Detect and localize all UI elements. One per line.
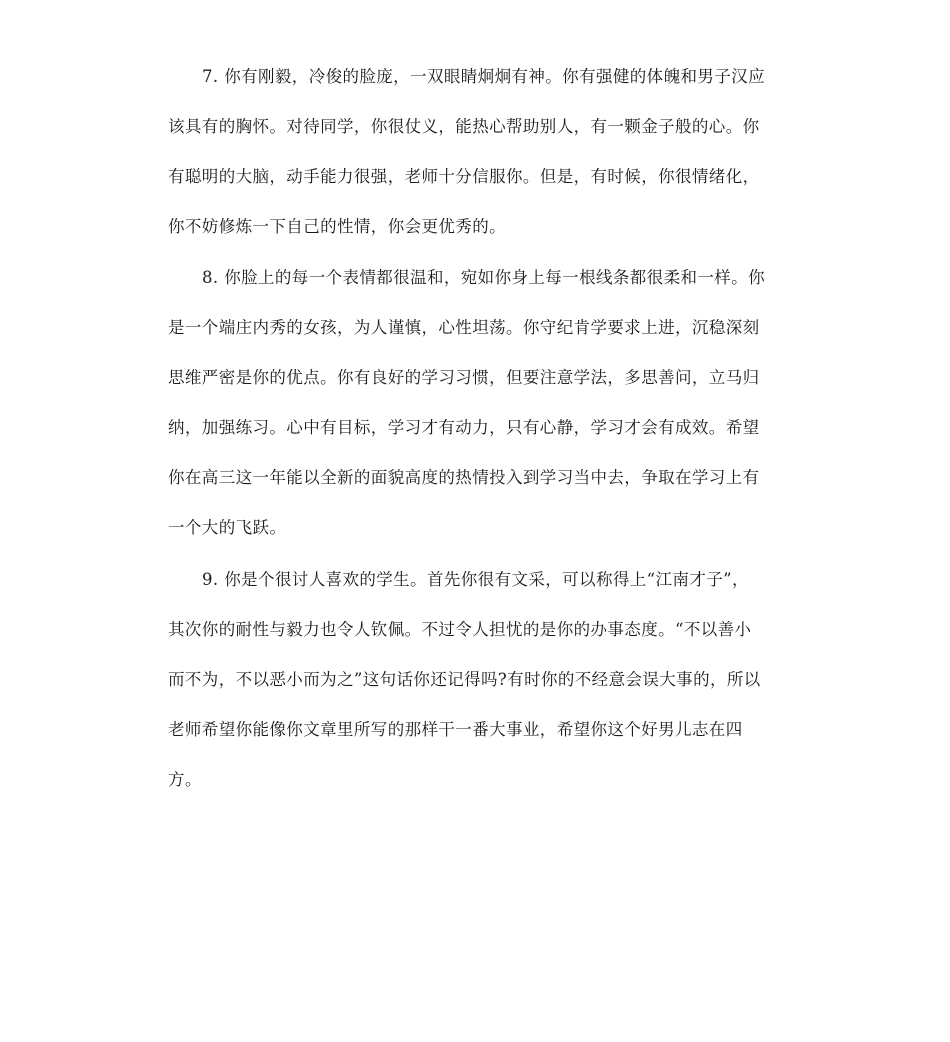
paragraph-line: 老师希望你能像你文章里所写的那样干一番大事业，希望你这个好男儿志在四 (168, 720, 743, 739)
paragraph-line: 7. 你有刚毅，冷俊的脸庞，一双眼睛炯炯有神。你有强健的体魄和男子汉应 (202, 67, 765, 86)
paragraph-line: 纳，加强练习。心中有目标，学习才有动力，只有心静，学习才会有成效。希望 (168, 418, 760, 437)
paragraph-line: 8. 你脸上的每一个表情都很温和，宛如你身上每一根线条都很柔和一样。你 (202, 268, 765, 287)
paragraph-line: 而不为，不以恶小而为之”这句话你还记得吗?有时你的不经意会误大事的，所以 (168, 670, 761, 689)
paragraph-line: 思维严密是你的优点。你有良好的学习习惯，但要注意学法，多思善问，立马归 (168, 368, 760, 387)
paragraph-line: 该具有的胸怀。对待同学，你很仗义，能热心帮助别人，有一颗金子般的心。你 (168, 117, 760, 136)
paragraph-line: 一个大的飞跃。 (168, 518, 287, 537)
paragraph-line: 你在高三这一年能以全新的面貌高度的热情投入到学习当中去，争取在学习上有 (168, 468, 760, 487)
paragraph-line: 是一个端庄内秀的女孩，为人谨慎，心性坦荡。你守纪肯学要求上进，沉稳深刻 (168, 318, 760, 337)
paragraph-line: 你不妨修炼一下自己的性情，你会更优秀的。 (168, 217, 506, 236)
paragraph-line: 其次你的耐性与毅力也令人钦佩。不过令人担忧的是你的办事态度。“不以善小 (168, 620, 752, 639)
paragraph-line: 方。 (168, 770, 202, 789)
paragraph-line: 有聪明的大脑，动手能力很强，老师十分信服你。但是，有时候，你很情绪化， (168, 167, 760, 186)
paragraph-line: 9. 你是个很讨人喜欢的学生。首先你很有文采，可以称得上“江南才子”， (202, 570, 749, 589)
